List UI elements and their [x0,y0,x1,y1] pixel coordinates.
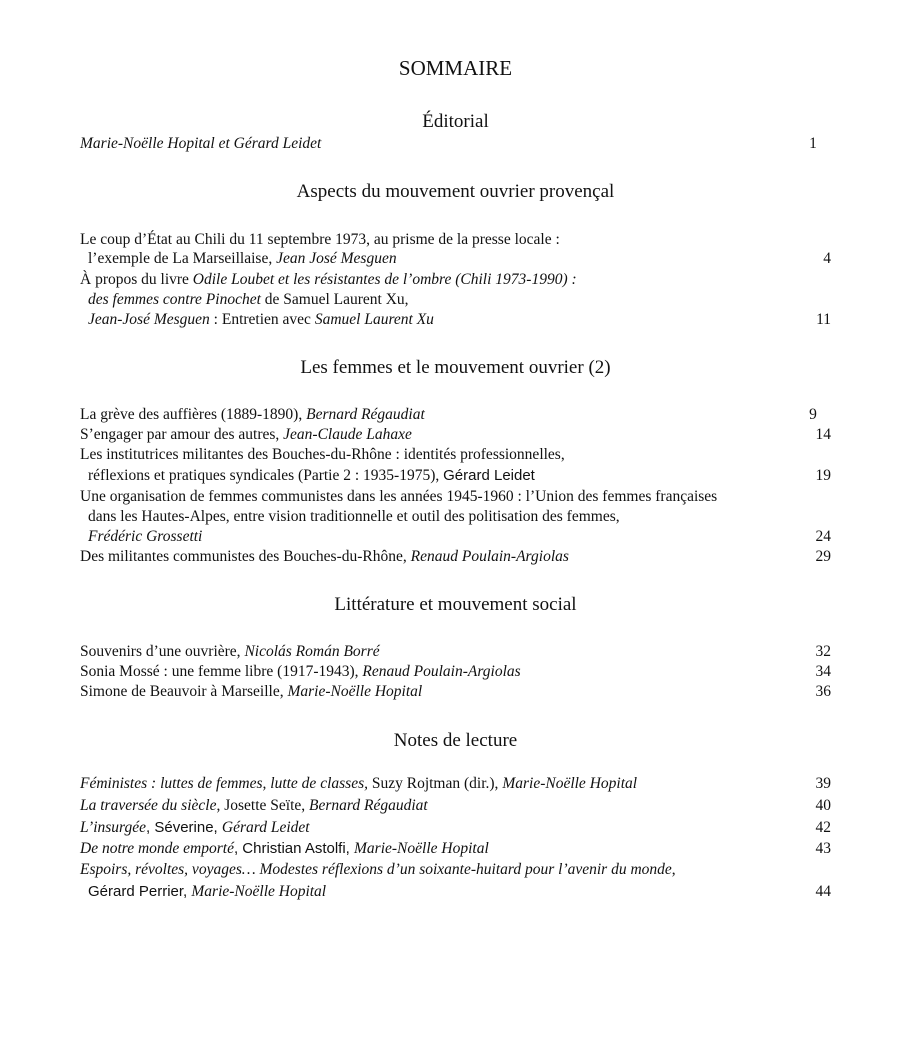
toc-entry-line[interactable]: dans les Hautes-Alpes, entre vision traditionnelle et outil des politisation des femmes, [88,508,620,525]
entry-book-title: des femmes contre Pinochet [88,291,261,308]
page-number: 24 [815,528,831,545]
toc-entry-line[interactable]: des femmes contre Pinochet de Samuel Laurent Xu, [88,291,409,308]
page-title: SOMMAIRE [398,56,513,80]
entry-author: Marie-Noëlle Hopital [502,775,638,792]
toc-entry-line[interactable]: De notre monde emporté, Christian Astolfi, Marie-Noëlle Hopital [80,840,489,857]
page-number: 39 [815,775,831,792]
page-number: 43 [815,840,831,857]
entry-book-title: Odile Loubet et les résistantes de l’ombre (Chili 1973-1990) : [192,271,577,288]
entry-author: Marie-Noëlle Hopital [287,683,423,700]
toc-entry-line[interactable]: Espoirs, révoltes, voyages… Modestes réflexions d’un soixante-huitard pour l’avenir du monde, [80,861,676,878]
toc-entry-line[interactable]: La traversée du siècle, Josette Seïte, Bernard Régaudiat [80,797,428,814]
section-heading-litterature: Littérature et mouvement social [334,594,577,615]
toc-entry-editorial[interactable] [80,134,780,153]
page-number: 34 [815,663,831,680]
entry-book-title: De notre monde emporté [80,840,234,857]
entry-author: Gérard Leidet [443,467,535,484]
entry-author: Samuel Laurent Xu [314,311,434,328]
entry-author: Marie-Noëlle Hopital [354,840,489,857]
toc-entry-line[interactable]: La grève des auffières (1889-1890), Bernard Régaudiat [80,406,425,423]
section-heading-aspects: Aspects du mouvement ouvrier provençal [296,181,615,202]
entry-author: Bernard Régaudiat [306,406,425,423]
section-heading-notes: Notes de lecture [393,730,518,751]
page-number: 40 [815,797,831,814]
toc-entry-line[interactable]: Simone de Beauvoir à Marseille, Marie-Noëlle Hopital [80,683,423,700]
entry-book-title: L’insurgée [80,819,147,836]
toc-entry-line[interactable]: Féministes : luttes de femmes, lutte de classes, Suzy Rojtman (dir.), Marie-Noëlle Hopital [80,775,638,792]
entry-author: Nicolás Román Borré [244,643,380,660]
toc-entry-line[interactable]: Les institutrices militantes des Bouches-du-Rhône : identités professionnelles, [80,446,565,463]
toc-entry-line[interactable]: Sonia Mossé : une femme libre (1917-1943), Renaud Poulain-Argiolas [80,663,521,680]
toc-entry-line[interactable]: Souvenirs d’une ouvrière, Nicolás Román Borré [80,643,380,660]
entry-author: Gérard Leidet [221,819,310,836]
page-number: 1 [809,135,817,152]
page-number: 44 [815,883,831,900]
toc-entry-line[interactable]: À propos du livre Odile Loubet et les résistantes de l’ombre (Chili 1973-1990) : [80,271,577,288]
entry-author: Frédéric Grossetti [88,528,203,545]
page-number: 32 [815,643,831,660]
entry-author: Bernard Régaudiat [309,797,428,814]
page-number: 19 [815,467,831,484]
entry-author: Marie-Noëlle Hopital [191,883,327,900]
section-heading-femmes: Les femmes et le mouvement ouvrier (2) [300,357,611,378]
page-number: 42 [815,819,831,836]
toc-entry-line[interactable]: Gérard Perrier, Marie-Noëlle Hopital [88,883,327,900]
toc-entry-line[interactable] [88,527,788,546]
toc-entry-line[interactable]: réflexions et pratiques syndicales (Partie 2 : 1935-1975), Gérard Leidet [88,467,535,484]
page-number: 11 [816,311,831,328]
toc-entry-line[interactable]: Jean-José Mesguen : Entretien avec Samuel Laurent Xu [88,311,434,328]
toc-entry-line[interactable]: L’insurgée, Séverine, Gérard Leidet [80,819,310,836]
entry-author: Renaud Poulain-Argiolas [362,663,521,680]
entry-author: Jean-Claude Lahaxe [283,426,412,443]
page-number: 14 [815,426,831,443]
entry-author: Renaud Poulain-Argiolas [410,548,569,565]
toc-entry-line[interactable]: S’engager par amour des autres, Jean-Claude Lahaxe [80,426,412,443]
entry-book-title: Féministes : luttes de femmes, lutte de classes, [80,775,368,792]
entry-author: Jean-José Mesguen [88,311,210,328]
entry-book-title: Espoirs, révoltes, voyages… Modestes réflexions d’un soixante-huitard pour l’avenir du monde [80,861,672,878]
toc-entry-line[interactable]: Des militantes communistes des Bouches-du-Rhône, Renaud Poulain-Argiolas [80,548,569,565]
toc-entry-line[interactable]: Le coup d’État au Chili du 11 septembre 1973, au prisme de la presse locale : [80,231,560,248]
entry-book-title: La traversée du siècle [80,797,217,814]
section-heading-editorial: Éditorial [422,111,489,132]
entry-authors: Marie-Noëlle Hopital et Gérard Leidet [80,135,322,152]
page-number: 4 [823,250,831,267]
page-number: 36 [815,683,831,700]
page-number: 9 [809,406,817,423]
page-number: 29 [815,548,831,565]
toc-entry-line[interactable]: Une organisation de femmes communistes dans les années 1945-1960 : l’Union des femmes françaises [80,488,718,505]
entry-author: Jean José Mesguen [276,250,397,267]
toc-entry-line[interactable]: l’exemple de La Marseillaise, Jean José Mesguen [88,250,397,267]
